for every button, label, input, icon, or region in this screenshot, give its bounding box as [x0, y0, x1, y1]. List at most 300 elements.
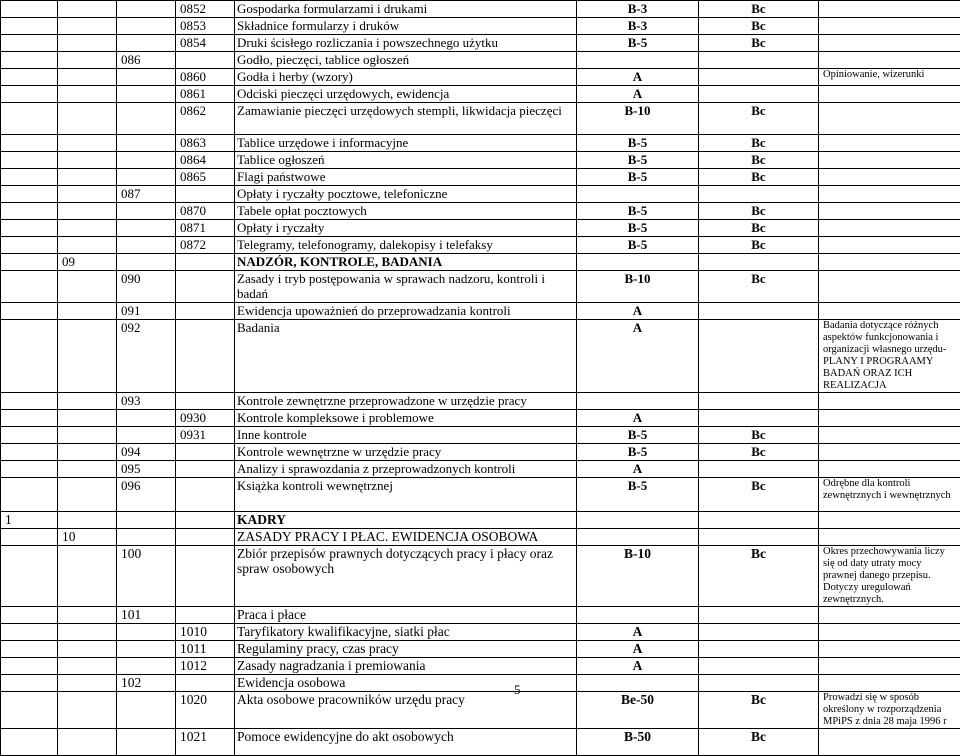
entry-note	[819, 427, 960, 444]
table-row	[1, 103, 960, 135]
entry-note	[819, 237, 960, 254]
copy-category: Bc	[699, 135, 819, 152]
archive-category: A	[577, 320, 699, 393]
copy-category: Bc	[699, 444, 819, 461]
entry-title: Zasady nagradzania i premiowania	[235, 658, 577, 675]
table-row	[1, 641, 960, 658]
entry-title: Flagi państwowe	[235, 169, 577, 186]
level4-code: 1020	[176, 692, 235, 729]
table-row	[1, 658, 960, 675]
table-row	[1, 169, 960, 186]
archive-category	[577, 512, 699, 529]
archive-category: B-10	[577, 546, 699, 607]
level2-code	[58, 169, 117, 186]
copy-category: Bc	[699, 478, 819, 512]
entry-title: Zasady i tryb postępowania w sprawach nadzoru, kontroli i badań	[235, 271, 577, 303]
level4-code	[176, 320, 235, 393]
level3-code	[117, 103, 176, 135]
archive-category: A	[577, 624, 699, 641]
level1-code	[1, 729, 58, 756]
level4-code	[176, 303, 235, 320]
level4-code: 0930	[176, 410, 235, 427]
entry-title: Opłaty i ryczałty	[235, 220, 577, 237]
copy-category: Bc	[699, 18, 819, 35]
level2-code	[58, 18, 117, 35]
level3-code: 094	[117, 444, 176, 461]
level3-code	[117, 18, 176, 35]
level1-code	[1, 410, 58, 427]
archive-category: B-10	[577, 271, 699, 303]
level1-code	[1, 52, 58, 69]
level1-code	[1, 135, 58, 152]
archive-category	[577, 607, 699, 624]
level2-code	[58, 69, 117, 86]
table-row	[1, 512, 960, 529]
copy-category	[699, 320, 819, 393]
entry-note: Odrębne dla kontroli zewnętrznych i wewnętrznych	[819, 478, 960, 512]
level1-code	[1, 478, 58, 512]
table-row	[1, 237, 960, 254]
level3-code: 096	[117, 478, 176, 512]
entry-title: Druki ścisłego rozliczania i powszechnego użytku	[235, 35, 577, 52]
level4-code: 0863	[176, 135, 235, 152]
entry-note	[819, 220, 960, 237]
level2-code	[58, 220, 117, 237]
table-body	[1, 1, 960, 756]
level1-code	[1, 546, 58, 607]
archive-category	[577, 393, 699, 410]
table-row	[1, 675, 960, 692]
level3-code: 090	[117, 271, 176, 303]
table-row	[1, 186, 960, 203]
archive-category: B-5	[577, 478, 699, 512]
entry-title: Badania	[235, 320, 577, 393]
copy-category	[699, 69, 819, 86]
table-row	[1, 152, 960, 169]
entry-note	[819, 52, 960, 69]
entry-title: Tabele opłat pocztowych	[235, 203, 577, 220]
level2-code	[58, 410, 117, 427]
table-row	[1, 254, 960, 271]
archive-category: B-3	[577, 18, 699, 35]
entry-note: Badania dotyczące różnych aspektów funkcjonowania i organizacji własnego urzędu- PLANY I PROGRAAMY BADAŃ ORAZ ICH REALIZACJA	[819, 320, 960, 393]
copy-category: Bc	[699, 103, 819, 135]
level3-code	[117, 624, 176, 641]
entry-title: Analizy i sprawozdania z przeprowadzonych kontroli	[235, 461, 577, 478]
level2-code	[58, 546, 117, 607]
entry-note	[819, 135, 960, 152]
table-row	[1, 444, 960, 461]
level4-code: 0854	[176, 35, 235, 52]
level3-code	[117, 237, 176, 254]
level4-code: 0865	[176, 169, 235, 186]
level4-code	[176, 529, 235, 546]
level3-code	[117, 152, 176, 169]
entry-note	[819, 512, 960, 529]
copy-category	[699, 393, 819, 410]
copy-category	[699, 641, 819, 658]
entry-title: Kontrole kompleksowe i problemowe	[235, 410, 577, 427]
level4-code	[176, 254, 235, 271]
level1-code	[1, 237, 58, 254]
copy-category	[699, 52, 819, 69]
level2-code	[58, 624, 117, 641]
level3-code	[117, 1, 176, 18]
archive-category: B-5	[577, 444, 699, 461]
table-row	[1, 529, 960, 546]
copy-category	[699, 410, 819, 427]
level3-code	[117, 692, 176, 729]
entry-note: Opiniowanie, wizerunki	[819, 69, 960, 86]
level2-code	[58, 478, 117, 512]
table-row	[1, 393, 960, 410]
table-row	[1, 729, 960, 756]
level1-code	[1, 624, 58, 641]
level4-code: 0931	[176, 427, 235, 444]
archive-category: B-50	[577, 729, 699, 756]
level2-code	[58, 271, 117, 303]
table-row	[1, 427, 960, 444]
copy-category	[699, 607, 819, 624]
level2-code	[58, 658, 117, 675]
level1-code	[1, 461, 58, 478]
archive-category: A	[577, 86, 699, 103]
entry-title: NADZÓR, KONTROLE, BADANIA	[235, 254, 577, 271]
entry-note	[819, 203, 960, 220]
entry-note: Okres przechowywania liczy się od daty utraty mocy prawnej danego przepisu. Dotyczy uregulowań zewnętrznych.	[819, 546, 960, 607]
level2-code: 10	[58, 529, 117, 546]
copy-category: Bc	[699, 220, 819, 237]
level4-code	[176, 444, 235, 461]
level1-code	[1, 86, 58, 103]
entry-note	[819, 444, 960, 461]
level4-code: 0852	[176, 1, 235, 18]
level3-code	[117, 254, 176, 271]
entry-note	[819, 271, 960, 303]
archive-category: Be-50	[577, 692, 699, 729]
level2-code	[58, 303, 117, 320]
archive-category: A	[577, 658, 699, 675]
level1-code	[1, 303, 58, 320]
level4-code: 0870	[176, 203, 235, 220]
archive-category: B-5	[577, 169, 699, 186]
level3-code	[117, 427, 176, 444]
level4-code: 0864	[176, 152, 235, 169]
entry-note	[819, 103, 960, 135]
level1-code	[1, 444, 58, 461]
entry-note	[819, 186, 960, 203]
level4-code	[176, 546, 235, 607]
archive-category: B-5	[577, 152, 699, 169]
entry-title: Odciski pieczęci urzędowych, ewidencja	[235, 86, 577, 103]
entry-note	[819, 86, 960, 103]
entry-note	[819, 254, 960, 271]
level3-code: 100	[117, 546, 176, 607]
archive-category: B-5	[577, 220, 699, 237]
level2-code	[58, 35, 117, 52]
level4-code: 1021	[176, 729, 235, 756]
table-row	[1, 320, 960, 393]
table-row	[1, 607, 960, 624]
copy-category	[699, 529, 819, 546]
entry-title: Godła i herby (wzory)	[235, 69, 577, 86]
table-row	[1, 1, 960, 18]
level2-code	[58, 692, 117, 729]
entry-title: Składnice formularzy i druków	[235, 18, 577, 35]
copy-category: Bc	[699, 35, 819, 52]
archive-category: A	[577, 461, 699, 478]
level4-code: 0862	[176, 103, 235, 135]
level2-code	[58, 729, 117, 756]
level1-code	[1, 271, 58, 303]
level4-code: 0871	[176, 220, 235, 237]
copy-category: Bc	[699, 203, 819, 220]
entry-title: Taryfikatory kwalifikacyjne, siatki płac	[235, 624, 577, 641]
table-row	[1, 461, 960, 478]
archive-category: A	[577, 69, 699, 86]
archive-category	[577, 186, 699, 203]
copy-category	[699, 86, 819, 103]
level3-code: 092	[117, 320, 176, 393]
level4-code: 0853	[176, 18, 235, 35]
level1-code	[1, 393, 58, 410]
entry-title: ZASADY PRACY I PŁAC. EWIDENCJA OSOBOWA	[235, 529, 577, 546]
level1-code	[1, 103, 58, 135]
entry-title: Inne kontrole	[235, 427, 577, 444]
copy-category	[699, 461, 819, 478]
copy-category	[699, 303, 819, 320]
level4-code: 1012	[176, 658, 235, 675]
entry-note	[819, 607, 960, 624]
level3-code	[117, 135, 176, 152]
level2-code	[58, 641, 117, 658]
copy-category: Bc	[699, 427, 819, 444]
entry-title: Tablice ogłoszeń	[235, 152, 577, 169]
entry-title: Praca i płace	[235, 607, 577, 624]
level4-code	[176, 186, 235, 203]
entry-note	[819, 410, 960, 427]
level3-code	[117, 169, 176, 186]
table-row	[1, 86, 960, 103]
entry-title: Gospodarka formularzami i drukami	[235, 1, 577, 18]
copy-category	[699, 658, 819, 675]
copy-category: Bc	[699, 1, 819, 18]
entry-note	[819, 641, 960, 658]
level1-code	[1, 675, 58, 692]
entry-note	[819, 35, 960, 52]
level1-code	[1, 35, 58, 52]
entry-title: Zbiór przepisów prawnych dotyczących pracy i płacy oraz spraw osobowych	[235, 546, 577, 607]
level4-code: 1010	[176, 624, 235, 641]
level1-code	[1, 203, 58, 220]
level1-code	[1, 69, 58, 86]
level1-code	[1, 254, 58, 271]
archive-category	[577, 529, 699, 546]
entry-title: Akta osobowe pracowników urzędu pracy	[235, 692, 577, 729]
level4-code	[176, 478, 235, 512]
level4-code	[176, 461, 235, 478]
level2-code: 09	[58, 254, 117, 271]
level2-code	[58, 186, 117, 203]
level3-code	[117, 69, 176, 86]
archive-category: B-5	[577, 203, 699, 220]
level3-code: 102	[117, 675, 176, 692]
archive-category: A	[577, 641, 699, 658]
entry-note	[819, 461, 960, 478]
level3-code	[117, 35, 176, 52]
archive-category	[577, 254, 699, 271]
copy-category: Bc	[699, 692, 819, 729]
archive-category: A	[577, 410, 699, 427]
entry-title: Tablice urzędowe i informacyjne	[235, 135, 577, 152]
level2-code	[58, 52, 117, 69]
table-row	[1, 271, 960, 303]
entry-note	[819, 152, 960, 169]
table-row	[1, 478, 960, 512]
level1-code	[1, 169, 58, 186]
level4-code: 0872	[176, 237, 235, 254]
entry-title: Książka kontroli wewnętrznej	[235, 478, 577, 512]
level1-code	[1, 641, 58, 658]
level1-code	[1, 607, 58, 624]
level4-code	[176, 675, 235, 692]
level2-code	[58, 444, 117, 461]
level2-code	[58, 607, 117, 624]
archive-category: B-5	[577, 35, 699, 52]
level3-code: 101	[117, 607, 176, 624]
entry-note	[819, 169, 960, 186]
archive-category	[577, 52, 699, 69]
level4-code	[176, 393, 235, 410]
level4-code: 0861	[176, 86, 235, 103]
level2-code	[58, 152, 117, 169]
level1-code	[1, 186, 58, 203]
level1-code	[1, 692, 58, 729]
level2-code	[58, 203, 117, 220]
copy-category: Bc	[699, 152, 819, 169]
level3-code: 095	[117, 461, 176, 478]
entry-title: Telegramy, telefonogramy, dalekopisy i telefaksy	[235, 237, 577, 254]
level3-code	[117, 529, 176, 546]
entry-title: Godło, pieczęci, tablice ogłoszeń	[235, 52, 577, 69]
copy-category: Bc	[699, 546, 819, 607]
level1-code	[1, 427, 58, 444]
level4-code: 1011	[176, 641, 235, 658]
level2-code	[58, 512, 117, 529]
level2-code	[58, 103, 117, 135]
level3-code: 087	[117, 186, 176, 203]
table-row	[1, 410, 960, 427]
level1-code	[1, 529, 58, 546]
entry-note	[819, 303, 960, 320]
copy-category: Bc	[699, 237, 819, 254]
level2-code	[58, 86, 117, 103]
level3-code	[117, 203, 176, 220]
level2-code	[58, 237, 117, 254]
level1-code	[1, 18, 58, 35]
entry-title: Regulaminy pracy, czas pracy	[235, 641, 577, 658]
copy-category: Bc	[699, 729, 819, 756]
copy-category	[699, 512, 819, 529]
level2-code	[58, 675, 117, 692]
level2-code	[58, 320, 117, 393]
level4-code	[176, 271, 235, 303]
copy-category: Bc	[699, 271, 819, 303]
level3-code: 091	[117, 303, 176, 320]
table-row	[1, 135, 960, 152]
level1-code	[1, 1, 58, 18]
level2-code	[58, 135, 117, 152]
entry-note: Prowadzi się w sposób określony w rozporządzenia MPiPS z dnia 28 maja 1996 r	[819, 692, 960, 729]
table-row	[1, 220, 960, 237]
copy-category	[699, 254, 819, 271]
entry-note	[819, 529, 960, 546]
level3-code: 086	[117, 52, 176, 69]
level1-code	[1, 320, 58, 393]
archive-category: B-3	[577, 1, 699, 18]
copy-category: Bc	[699, 169, 819, 186]
level3-code	[117, 410, 176, 427]
level3-code	[117, 512, 176, 529]
entry-title: KADRY	[235, 512, 577, 529]
entry-title: Ewidencja upoważnień do przeprowadzania kontroli	[235, 303, 577, 320]
entry-note	[819, 675, 960, 692]
table-row	[1, 52, 960, 69]
archive-category: B-10	[577, 103, 699, 135]
level1-code: 1	[1, 512, 58, 529]
entry-note	[819, 393, 960, 410]
table-row	[1, 18, 960, 35]
entry-title: Opłaty i ryczałty pocztowe, telefoniczne	[235, 186, 577, 203]
archive-category: A	[577, 303, 699, 320]
level3-code	[117, 658, 176, 675]
archive-category: B-5	[577, 427, 699, 444]
entry-note	[819, 624, 960, 641]
table-row	[1, 203, 960, 220]
entry-note	[819, 729, 960, 756]
entry-title: Ewidencja osobowa	[235, 675, 577, 692]
entry-title: Kontrole wewnętrzne w urzędzie pracy	[235, 444, 577, 461]
entry-note	[819, 1, 960, 18]
level3-code	[117, 641, 176, 658]
entry-title: Kontrole zewnętrzne przeprowadzone w urzędzie pracy	[235, 393, 577, 410]
level4-code	[176, 52, 235, 69]
table-row	[1, 35, 960, 52]
archive-category	[577, 675, 699, 692]
level3-code	[117, 86, 176, 103]
copy-category	[699, 186, 819, 203]
level3-code: 093	[117, 393, 176, 410]
level2-code	[58, 1, 117, 18]
archive-category: B-5	[577, 237, 699, 254]
page-number: 5	[514, 682, 521, 698]
table-row	[1, 692, 960, 729]
table-row	[1, 303, 960, 320]
level4-code	[176, 607, 235, 624]
level3-code	[117, 729, 176, 756]
entry-title: Pomoce ewidencyjne do akt osobowych	[235, 729, 577, 756]
archive-category: B-5	[577, 135, 699, 152]
level4-code	[176, 512, 235, 529]
entry-note	[819, 18, 960, 35]
level2-code	[58, 393, 117, 410]
level2-code	[58, 427, 117, 444]
table-row	[1, 546, 960, 607]
copy-category	[699, 624, 819, 641]
entry-title: Zamawianie pieczęci urzędowych stempli, likwidacja pieczęci	[235, 103, 577, 135]
level1-code	[1, 152, 58, 169]
level3-code	[117, 220, 176, 237]
